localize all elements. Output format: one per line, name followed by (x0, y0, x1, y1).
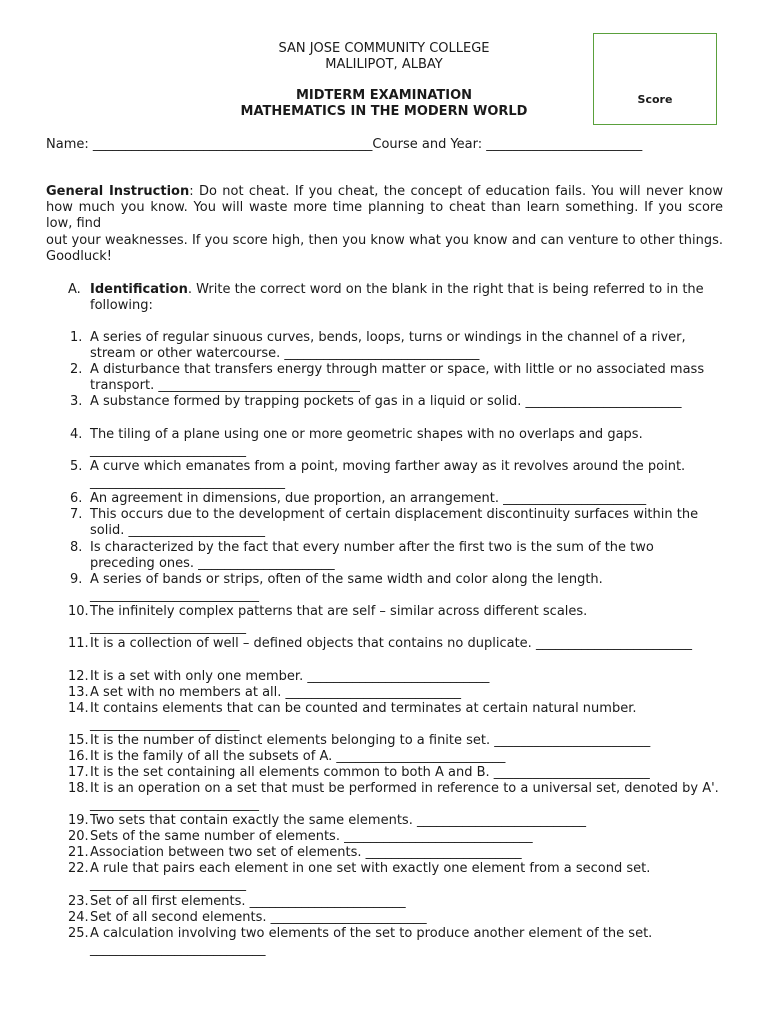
question-text: A disturbance that transfers energy through matter or space, with little or no associated mass transport. _______________________________ (90, 362, 705, 393)
question-number: 17. (68, 765, 89, 780)
question-text: A series of regular sinuous curves, bends, loops, turns or windings in the channel of a river, stream or other watercourse. ______________________________ (90, 330, 686, 361)
question-number: 11. (68, 636, 89, 651)
section-letter: A. (68, 282, 81, 297)
question-number: 14. (68, 701, 89, 716)
subject-title: MATHEMATICS IN THE MODERN WORLD (240, 104, 528, 119)
question-number: 5. (70, 459, 83, 474)
question-text: It is a set with only one member. ____________________________ (90, 669, 490, 684)
question-text: It contains elements that can be counted and terminates at certain natural number. _______________________ (90, 701, 637, 732)
question-text: A series of bands or strips, often of the same width and color along the length. __________________________ (90, 572, 603, 603)
instruction-continued: out your weaknesses. If you score high, then you know what you know and can venture to other things. Goodluck! (46, 233, 723, 264)
question-text: Association between two set of elements. ________________________ (90, 845, 522, 860)
question-number: 9. (70, 572, 83, 587)
question-number: 19. (68, 813, 89, 828)
question-text: A calculation involving two elements of the set to produce another element of the set. ___________________________ (90, 926, 653, 957)
question-number: 2. (70, 362, 83, 377)
question-number: 20. (68, 829, 89, 844)
college-address: MALILIPOT, ALBAY (325, 57, 443, 72)
question-number: 18. (68, 781, 89, 796)
college-name: SAN JOSE COMMUNITY COLLEGE (278, 41, 490, 56)
question-number: 15. (68, 733, 89, 748)
question-text: This occurs due to the development of certain displacement discontinuity surfaces within the solid. _____________________ (90, 507, 699, 538)
question-number: 12. (68, 669, 89, 684)
section-text: . Write the correct word on the blank in the right that is being referred to in the following: (90, 282, 704, 313)
question-number: 10. (68, 604, 89, 619)
section-title: Identification (90, 282, 188, 297)
question-text: It is a collection of well – defined objects that contains no duplicate. ________________________ (90, 636, 692, 651)
question-text: Is characterized by the fact that every number after the first two is the sum of the two preceding ones. _____________________ (90, 540, 654, 571)
question-text: It is an operation on a set that must be performed in reference to a universal set, denoted by A'. __________________________ (90, 781, 719, 812)
question-text: It is the family of all the subsets of A. __________________________ (90, 749, 506, 764)
question-text: A rule that pairs each element in one set with exactly one element from a second set. ________________________ (90, 861, 651, 892)
question-number: 21. (68, 845, 89, 860)
question-text: The tiling of a plane using one or more geometric shapes with no overlaps and gaps. ________________________ (90, 427, 643, 458)
question-number: 1. (70, 330, 83, 345)
question-text: An agreement in dimensions, due proportion, an arrangement. ______________________ (90, 491, 647, 506)
exam-title: MIDTERM EXAMINATION (295, 88, 473, 103)
question-number: 16. (68, 749, 89, 764)
question-number: 3. (70, 394, 83, 409)
instruction-label: General Instruction (46, 184, 190, 199)
question-number: 24. (68, 910, 89, 925)
question-number: 4. (70, 427, 83, 442)
question-text: A set with no members at all. ___________________________ (90, 685, 462, 700)
question-number: 25. (68, 926, 89, 941)
score-label: Score (637, 93, 673, 106)
question-number: 6. (70, 491, 83, 506)
question-number: 8. (70, 540, 83, 555)
name-course-line: Name: ___________________________________________Course and Year: ________________________ (46, 137, 643, 152)
question-text: It is the number of distinct elements belonging to a finite set. ________________________ (90, 733, 651, 748)
section-instruction (90, 282, 720, 314)
general-instruction (46, 184, 723, 232)
score-box (593, 33, 717, 125)
instruction-text: : Do not cheat. If you cheat, the concept of education fails. You will never know how much you know. You will waste more time planning to cheat than learn something. If you score low, find (46, 184, 723, 231)
question-text: The infinitely complex patterns that are self – similar across different scales. ________________________ (90, 604, 588, 635)
question-number: 7. (70, 507, 83, 522)
question-text: Sets of the same number of elements. _____________________________ (90, 829, 533, 844)
question-number: 13. (68, 685, 89, 700)
question-text: A substance formed by trapping pockets of gas in a liquid or solid. ________________________ (90, 394, 682, 409)
question-text: It is the set containing all elements common to both A and B. ________________________ (90, 765, 650, 780)
question-number: 22. (68, 861, 89, 876)
question-text: Two sets that contain exactly the same elements. __________________________ (90, 813, 586, 828)
question-text: Set of all first elements. ________________________ (90, 894, 406, 909)
question-number: 23. (68, 894, 89, 909)
question-text: Set of all second elements. ________________________ (90, 910, 427, 925)
question-text: A curve which emanates from a point, moving farther away as it revolves around the point. ______________________________ (90, 459, 686, 490)
